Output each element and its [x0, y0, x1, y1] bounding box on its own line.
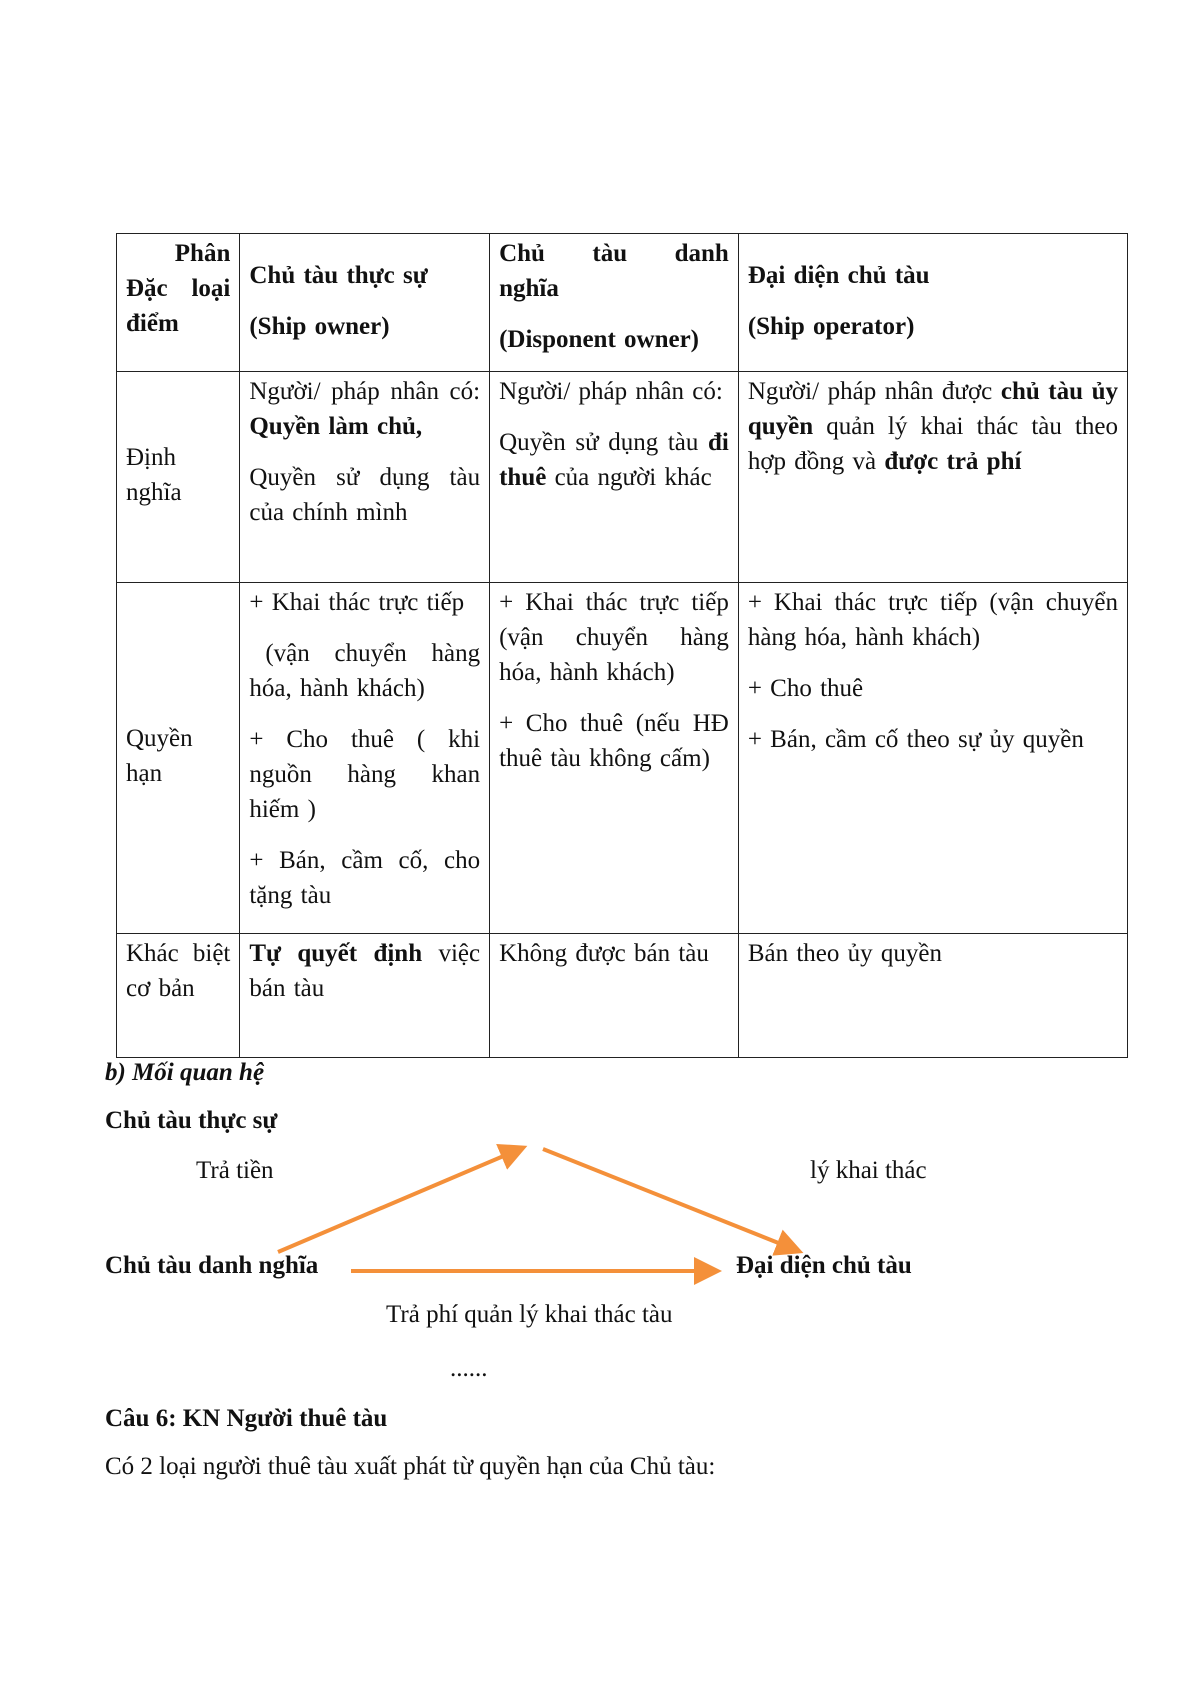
- rights-owner-1: + Khai thác trực tiếp: [249, 589, 465, 616]
- arrow-left-to-top: [278, 1149, 520, 1252]
- header-ship-operator-title: Đại diện chủ tàu: [747, 261, 930, 289]
- difference-owner-bold: Tự quyết định: [249, 940, 423, 967]
- header-criteria-top: Phân: [174, 240, 231, 267]
- question-heading: Câu 6: KN Người thuê tàu: [105, 1405, 388, 1432]
- diagram-left-node: Chủ tàu danh nghĩa: [105, 1252, 319, 1279]
- header-ship-owner-title: Chủ tàu thực sự: [249, 261, 428, 289]
- definition-disponent-prefix: Quyền sử dụng tàu: [499, 429, 708, 456]
- diagram-dots: ......: [450, 1355, 488, 1382]
- rights-operator-1: + Khai thác trực tiếp (vận chuyển hàng hóa, hành khách): [747, 589, 1118, 651]
- header-ship-owner-sub: (Ship owner): [249, 312, 390, 340]
- definition-operator-c: quản lý khai thác tàu theo hợp đồng và: [747, 413, 1118, 475]
- rights-owner-2: (vận chuyển hàng hóa, hành khách): [249, 640, 481, 702]
- difference-owner-rest: việc bán tàu: [249, 940, 481, 1002]
- difference-disponent: Không được bán tàu: [490, 934, 739, 1058]
- rights-owner-4: + Bán, cầm cố, cho tặng tàu: [249, 847, 481, 909]
- header-disponent-w2: tàu: [592, 240, 628, 267]
- diagram-pay-label: Trả tiền: [196, 1157, 274, 1184]
- label-definition: Định nghĩa: [117, 372, 240, 583]
- header-ship-operator-sub: (Ship operator): [747, 312, 915, 340]
- diagram-top-node: Chủ tàu thực sự: [105, 1107, 278, 1134]
- header-disponent-sub: (Disponent owner): [499, 326, 700, 353]
- label-rights: Quyền hạn: [117, 583, 240, 934]
- rights-owner-3: + Cho thuê ( khi nguồn hàng khan hiếm ): [249, 726, 481, 823]
- diagram-manage-label: lý khai thác: [810, 1157, 927, 1184]
- section-b-heading: b) Mối quan hệ: [105, 1059, 265, 1086]
- definition-disponent-bold: đi thuê: [499, 429, 729, 491]
- header-disponent-w1: Chủ: [499, 240, 545, 267]
- header-criteria-mid: Đặc loại: [126, 275, 231, 302]
- label-difference: Khác biệt cơ bản: [117, 934, 240, 1058]
- definition-operator-a: Người/ pháp nhân được: [747, 378, 1001, 405]
- header-criteria-bot: điểm: [126, 310, 179, 337]
- definition-disponent-suffix: của người khác: [546, 464, 712, 491]
- header-disponent-title2: nghĩa: [499, 275, 559, 302]
- rights-operator-2: + Cho thuê: [747, 675, 864, 702]
- rights-operator-3: + Bán, cầm cố theo sự ủy quyền: [747, 726, 1084, 753]
- question-paragraph: Có 2 loại người thuê tàu xuất phát từ quyền hạn của Chủ tàu:: [105, 1453, 716, 1480]
- header-disponent-w3: danh: [674, 240, 729, 267]
- definition-operator-b: chủ tàu ủy quyền: [747, 378, 1118, 440]
- definition-owner-line2: Quyền sử dụng tàu của chính mình: [249, 464, 481, 526]
- rights-disponent-1: + Khai thác trực tiếp (vận chuyển hàng hóa, hành khách): [499, 589, 729, 686]
- definition-operator-d: được trả phí: [884, 448, 1022, 475]
- difference-operator: Bán theo ủy quyền: [738, 934, 1127, 1058]
- definition-owner-bold: Quyền làm chủ,: [249, 413, 423, 440]
- diagram-fee-label: Trả phí quản lý khai thác tàu: [386, 1301, 673, 1328]
- arrow-top-to-right: [543, 1149, 796, 1250]
- rights-disponent-2: + Cho thuê (nếu HĐ thuê tàu không cấm): [499, 710, 729, 772]
- diagram-right-node: Đại diện chủ tàu: [736, 1252, 912, 1279]
- definition-disponent-line1: Người/ pháp nhân có:: [499, 378, 723, 405]
- definition-owner-prefix: Người/ pháp nhân có:: [249, 378, 481, 405]
